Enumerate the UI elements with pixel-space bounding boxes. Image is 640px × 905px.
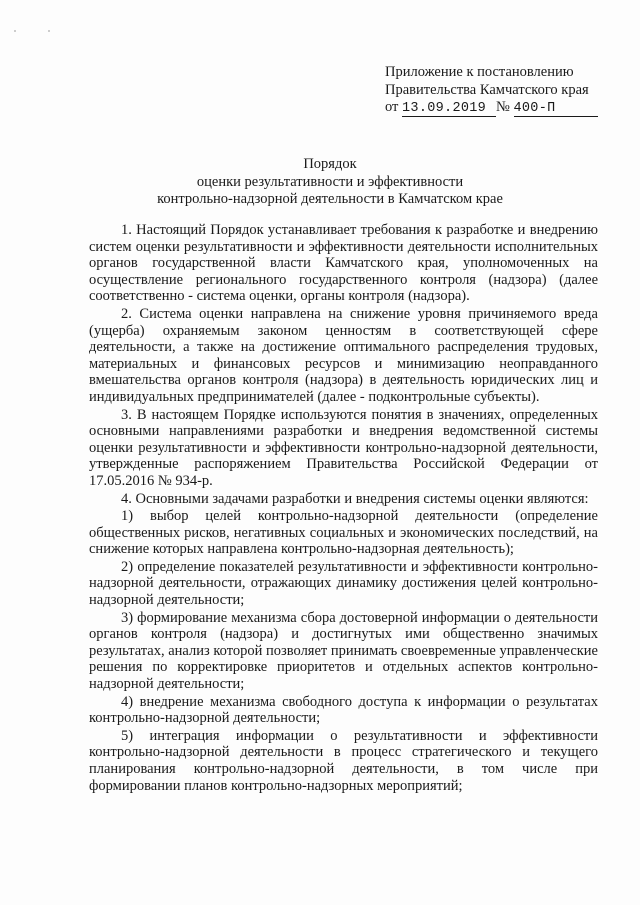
paragraph-4: 4. Основными задачами разработки и внедрения системы оценки являются: <box>121 490 589 507</box>
list-item-5: 5) интеграция информации о результативности и эффективности контрольно-надзорной деятельности в процесс стратегического и текущего планирования контрольно-надзорной деятельности, в том числе при формировании планов контрольно-надзорных мероприятий; <box>89 727 598 794</box>
resolution-date-line <box>385 99 615 117</box>
resolution-date: 13.09.2019 <box>402 101 496 117</box>
scan-speck <box>14 30 16 32</box>
list-item-1: 1) выбор целей контрольно-надзорной деятельности (определение общественных рисков, негативных социальных и экономических последствий, на снижение которых направлена контрольно-надзорная деятельность); <box>89 508 598 558</box>
document-title <box>100 156 560 209</box>
header-line-2: Правительства Камчатского края <box>385 81 589 98</box>
resolution-number: 400-П <box>514 101 598 117</box>
list-item-4: 4) внедрение механизма свободного доступа к информации о результатах контрольно-надзорной деятельности; <box>89 693 598 727</box>
list-item-2: 2) определение показателей результативности и эффективности контрольно-надзорной деятельности, отражающих динамику достижения целей контрольно-надзорной деятельности; <box>89 558 598 609</box>
paragraph-2: 2. Система оценки направлена на снижение уровня причиняемого вреда (ущерба) охраняемым законом ценностям в соответствующей сфере деятельности, а также на достижение оптимального распределения трудовых, материальных и финансовых ресурсов и минимизацию неоправданного вмешательства органов контроля (надзора) в деятельность юридических лиц и индивидуальных предпринимателей (далее - подконтрольные субъекты). <box>89 305 598 405</box>
document-body <box>89 222 598 795</box>
paragraph-3: 3. В настоящем Порядке используются понятия в значениях, определенных основными направлениями разработки и внедрения ведомственной системы оценки результативности и эффективности контрольно-надзорной деятельности, утвержденные распоряжением Правительства Российской Федерации от 17.05.2016 № 934-р. <box>89 406 598 489</box>
number-sign: № <box>496 99 510 115</box>
scan-speck <box>48 30 50 32</box>
paragraph-1: 1. Настоящий Порядок устанавливает требования к разработке и внедрению систем оценки результативности и эффективности деятельности исполнительных органов государственной власти Камчатского края, уполномоченных на осуществление регионального государственного контроля (надзора) (далее соответственно - система оценки, органы контроля (надзора). <box>89 222 598 305</box>
date-prefix: от <box>385 99 399 115</box>
title-line-2: оценки результативности и эффективности <box>196 173 464 190</box>
title-line-1: Порядок <box>303 156 357 172</box>
header-line-1: Приложение к постановлению <box>385 64 574 80</box>
list-item-3: 3) формирование механизма сбора достоверной информации о деятельности органов контроля (надзора) и достигнутых ими общественно значимых результатах, анализ которой позволяет принимать своевременные управленческие решения по корректировке приоритетов и отдельных аспектов контрольно-надзорной деятельности; <box>89 609 598 693</box>
title-line-3: контрольно-надзорной деятельности в Камчатском крае <box>157 191 503 207</box>
appendix-header <box>385 64 615 117</box>
